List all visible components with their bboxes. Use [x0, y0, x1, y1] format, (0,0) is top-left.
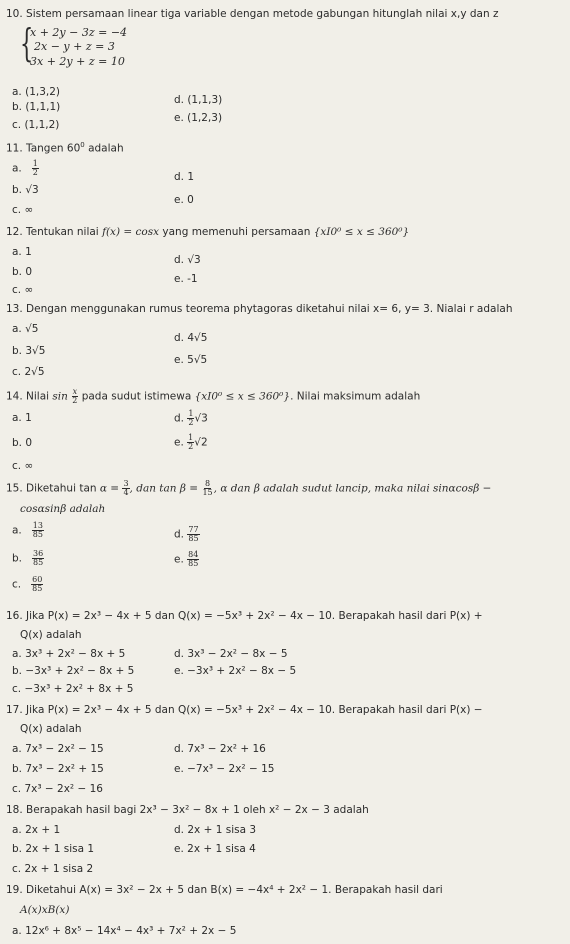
q15-e-den: 85: [188, 559, 199, 568]
q16-option-d[interactable]: d. 3x³ − 2x² − 8x − 5: [174, 648, 288, 660]
q15-e-num: 84: [188, 550, 199, 559]
q14-stem-set: {xI0⁰ ≤ x ≤ 360⁰}: [194, 390, 291, 403]
q15-b-den: 85: [33, 558, 44, 567]
q14-d-num: 1: [188, 409, 194, 418]
q15-c-num: 60: [32, 575, 43, 584]
q15-a-den: 85: [32, 530, 43, 539]
q10-option-a[interactable]: a. (1,3,2): [12, 86, 61, 98]
q15-stem-pre: 15. Diketahui tan: [6, 482, 100, 495]
q15-b-label: b.: [12, 552, 23, 565]
q15-d-num: 77: [188, 525, 199, 534]
q12-stem-set: {xI0⁰ ≤ x ≤ 360⁰}: [313, 226, 410, 238]
q11-option-d[interactable]: d. 1: [174, 171, 195, 183]
q10-option-c[interactable]: c. (1,1,2): [12, 119, 60, 131]
question-13-stem: 13. Dengan menggunakan rumus teorema phytagoras diketahui nilai x= 6, y= 3. Nialai r adalah: [6, 303, 513, 315]
q14-stem-num: x: [72, 387, 78, 396]
q18-option-d[interactable]: d. 2x + 1 sisa 3: [174, 824, 257, 836]
q15-option-c[interactable]: [12, 576, 43, 593]
q11-stem-pre: 11. Tangen 60: [6, 142, 81, 155]
q13-option-c[interactable]: c. 2√5: [12, 366, 45, 378]
q13-option-b[interactable]: b. 3√5: [12, 345, 46, 357]
q15-n2: 8: [205, 479, 211, 488]
q12-stem-mid: yang memenuhi persamaan: [159, 226, 314, 238]
q15-c-fraction: [31, 576, 43, 593]
question-10-stem: 10. Sistem persamaan linear tiga variable dengan metode gabungan hitunglah nilai x,y dan z: [6, 8, 499, 20]
q14-e-den: 2: [188, 442, 194, 451]
q14-e-tail: √2: [194, 436, 208, 449]
q16-option-b[interactable]: b. −3x³ + 2x² − 8x + 5: [12, 665, 135, 677]
q15-option-d[interactable]: [174, 526, 200, 543]
q15-tan-alpha-fraction: [122, 480, 129, 497]
q12-option-c[interactable]: c. ∞: [12, 284, 34, 296]
q19-option-a[interactable]: a. 12x⁶ + 8x⁵ − 14x⁴ − 4x³ + 7x² + 2x − 5: [12, 925, 237, 937]
question-19-line2: A(x)xB(x): [20, 904, 70, 916]
q11-option-a[interactable]: [12, 160, 39, 177]
question-16-stem: 16. Jika P(x) = 2x³ − 4x + 5 dan Q(x) = −5x³ + 2x² − 4x − 10. Berapakah hasil dari P(x) +: [6, 610, 483, 622]
equation-2: 2x − y + z = 3: [34, 40, 115, 53]
q10-option-b[interactable]: b. (1,1,1): [12, 101, 61, 113]
q15-mid: , dan tan: [129, 482, 180, 495]
q14-stem-mid: pada sudut istimewa: [78, 390, 195, 403]
q15-c-den: 85: [32, 584, 43, 593]
q14-stem-sin: sin: [52, 390, 68, 403]
q15-option-b[interactable]: [12, 550, 44, 567]
q15-d1: 4: [123, 488, 129, 497]
question-14-stem: [6, 388, 420, 405]
q11-a-label: a.: [12, 162, 22, 175]
q17-option-d[interactable]: d. 7x³ − 2x² + 16: [174, 743, 266, 755]
question-18-stem: 18. Berapakah hasil bagi 2x³ − 3x² − 8x + 1 oleh x² − 2x − 3 adalah: [6, 804, 369, 816]
q15-e-fraction: [187, 551, 199, 568]
q15-c-label: c.: [12, 578, 22, 591]
q13-option-e[interactable]: e. 5√5: [174, 354, 208, 366]
q13-option-d[interactable]: d. 4√5: [174, 332, 208, 344]
q12-stem-func: f(x) = cosx: [102, 226, 160, 238]
q14-option-d[interactable]: [174, 410, 208, 427]
q17-option-a[interactable]: a. 7x³ − 2x² − 15: [12, 743, 104, 755]
q15-a-label: a.: [12, 524, 22, 537]
q14-e-label: e.: [174, 436, 184, 449]
q15-alpha: α: [99, 482, 107, 495]
q11-option-c[interactable]: c. ∞: [12, 204, 34, 216]
q12-stem-pre: 12. Tentukan nilai: [6, 226, 103, 238]
q15-d-fraction: [187, 526, 199, 543]
q14-stem-post: . Nilai maksimum adalah: [290, 390, 421, 403]
q17-option-e[interactable]: e. −7x³ − 2x² − 15: [174, 763, 275, 775]
q14-d-den: 2: [188, 418, 194, 427]
q18-option-b[interactable]: b. 2x + 1 sisa 1: [12, 843, 95, 855]
q12-option-d[interactable]: d. √3: [174, 254, 201, 266]
q14-d-tail: √3: [194, 412, 208, 425]
q14-option-b[interactable]: b. 0: [12, 437, 33, 449]
q15-n1: 3: [123, 479, 129, 488]
q14-d-label: d.: [174, 412, 185, 425]
question-15-stem: 15. Diketahui tan α = $\frac{3}{4}$ , dan tan β = $\frac{8}{15}$ , α dan β adalah sudut lancip, maka nilai sinαcosβ −: [6, 479, 492, 497]
q16-option-c[interactable]: c. −3x³ + 2x² + 8x + 5: [12, 683, 134, 695]
q11-option-b[interactable]: b. √3: [12, 184, 39, 196]
q14-option-e[interactable]: [174, 434, 208, 451]
q11-a-fraction: [32, 160, 39, 177]
question-11-stem: [6, 141, 124, 155]
question-19-stem: 19. Diketahui A(x) = 3x² − 2x + 5 dan B(x) = −4x⁴ + 2x² − 1. Berapakah hasil dari: [6, 884, 443, 896]
system-brace: {: [20, 21, 34, 65]
question-15-line2: cosαsinβ adalah: [20, 503, 106, 515]
q11-a-den: 2: [32, 168, 38, 177]
q12-option-b[interactable]: b. 0: [12, 266, 33, 278]
q10-option-d[interactable]: d. (1,1,3): [174, 94, 223, 106]
q18-option-c[interactable]: c. 2x + 1 sisa 2: [12, 863, 94, 875]
q15-option-a[interactable]: [12, 522, 44, 539]
q15-a-num: 13: [32, 521, 43, 530]
q14-stem-den: 2: [72, 396, 78, 405]
q14-option-a[interactable]: a. 1: [12, 412, 32, 424]
q11-stem-degree: 0: [80, 141, 85, 149]
q12-option-e[interactable]: e. -1: [174, 273, 198, 285]
question-17-line2: Q(x) adalah: [20, 723, 82, 735]
q15-d2: 15: [202, 488, 213, 497]
q17-option-c[interactable]: c. 7x³ − 2x² − 16: [12, 783, 103, 795]
q15-e-label: e.: [174, 553, 184, 566]
q14-stem-pre: 14. Nilai: [6, 390, 53, 403]
question-16-line2: Q(x) adalah: [20, 629, 82, 641]
q14-e-num: 1: [188, 433, 194, 442]
question-17-stem: 17. Jika P(x) = 2x³ − 4x + 5 dan Q(x) = −5x³ + 2x² − 4x − 10. Berapakah hasil dari P(x) −: [6, 704, 483, 716]
q11-stem-post: adalah: [84, 142, 124, 155]
q17-option-b[interactable]: b. 7x³ − 2x² + 15: [12, 763, 104, 775]
q18-option-e[interactable]: e. 2x + 1 sisa 4: [174, 843, 256, 855]
q15-option-e[interactable]: [174, 551, 199, 568]
q15-b-num: 36: [33, 549, 44, 558]
q15-tan-beta-fraction: [201, 480, 213, 497]
equation-3: 3x + 2y + z = 10: [30, 55, 125, 68]
q16-option-a[interactable]: a. 3x³ + 2x² − 8x + 5: [12, 648, 126, 660]
q12-option-a[interactable]: a. 1: [12, 246, 32, 258]
q11-a-num: 1: [32, 159, 38, 168]
q18-option-a[interactable]: a. 2x + 1: [12, 824, 61, 836]
q10-option-e[interactable]: e. (1,2,3): [174, 112, 223, 124]
q15-d-den: 85: [188, 534, 199, 543]
q15-a-fraction: [32, 522, 44, 539]
question-12-stem: [6, 226, 409, 238]
q15-beta: β: [179, 482, 186, 495]
q16-option-e[interactable]: e. −3x³ + 2x² − 8x − 5: [174, 665, 297, 677]
q15-d-label: d.: [174, 528, 185, 541]
q15-eq: =: [106, 482, 123, 495]
q15-b-fraction: [32, 550, 44, 567]
q13-option-a[interactable]: a. √5: [12, 323, 39, 335]
equation-1: x + 2y − 3z = −4: [30, 26, 128, 39]
q14-option-c[interactable]: c. ∞: [12, 460, 34, 472]
q15-post: , α dan β adalah sudut lancip, maka nilai sinαcosβ −: [213, 482, 492, 495]
q11-option-e[interactable]: e. 0: [174, 194, 194, 206]
